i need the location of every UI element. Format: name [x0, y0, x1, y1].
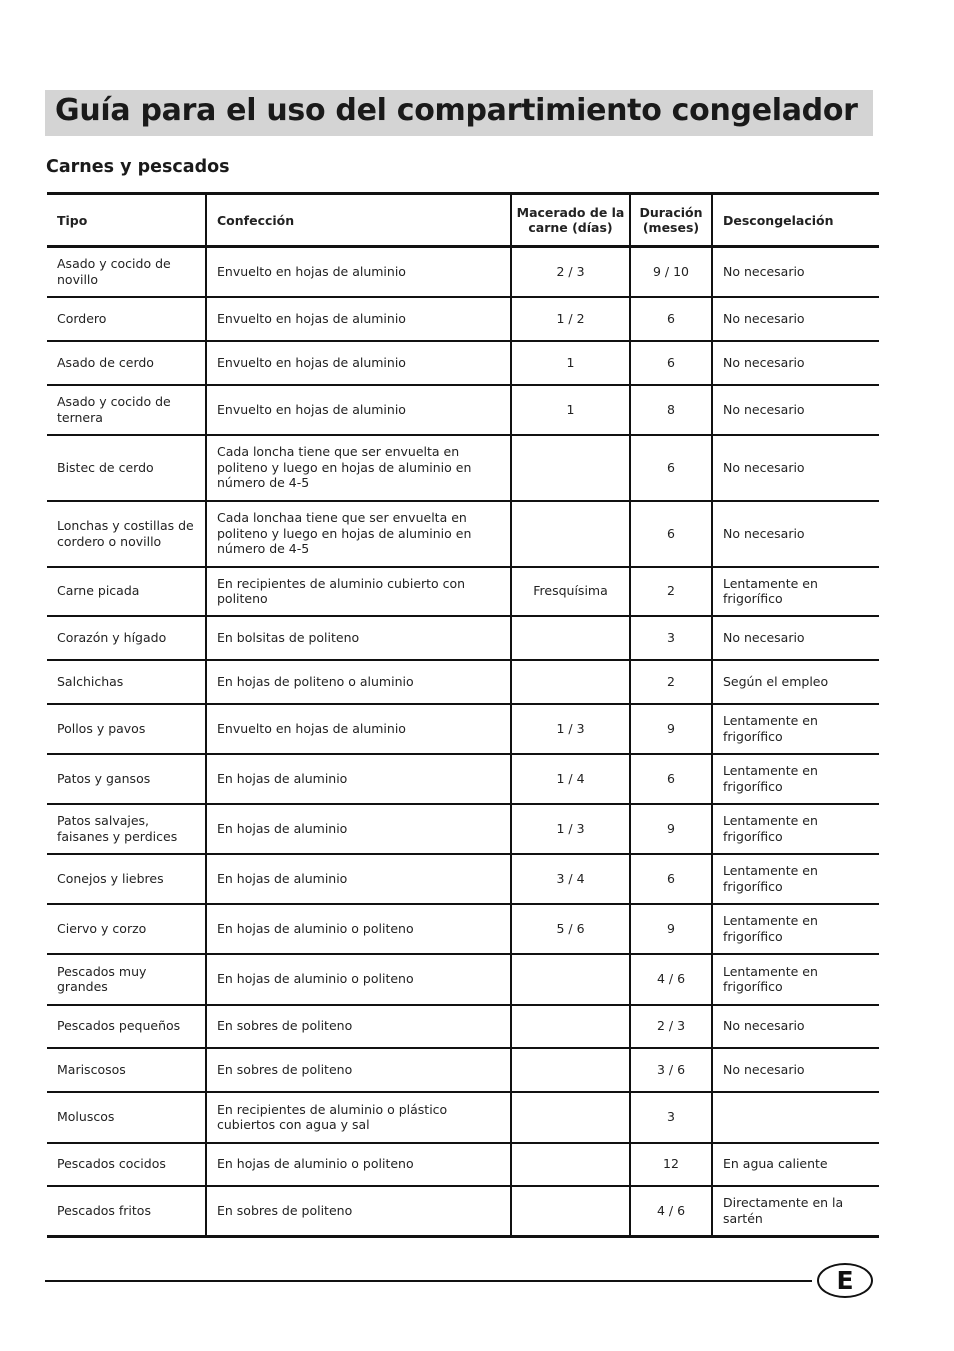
cell-macerado: 1	[511, 341, 630, 385]
cell-descongelacion: Lentamente en frigorífico	[712, 904, 879, 954]
cell-macerado	[511, 616, 630, 660]
cell-descongelacion: No necesario	[712, 247, 879, 297]
cell-duracion: 3	[630, 1092, 712, 1143]
table-row	[47, 501, 879, 567]
table-row	[47, 704, 879, 754]
cell-tipo: Patos y gansos	[47, 754, 206, 804]
cell-macerado	[511, 1186, 630, 1237]
cell-tipo: Asado de cerdo	[47, 341, 206, 385]
cell-macerado: 1 / 3	[511, 704, 630, 754]
cell-descongelacion: Lentamente en frigorífico	[712, 754, 879, 804]
cell-confeccion: En sobres de politeno	[206, 1048, 511, 1092]
freezer-guide-table	[47, 192, 879, 1238]
cell-tipo: Patos salvajes, faisanes y perdices	[47, 804, 206, 854]
table-row	[47, 804, 879, 854]
cell-confeccion: En hojas de aluminio o politeno	[206, 954, 511, 1005]
cell-tipo: Pescados pequeños	[47, 1005, 206, 1048]
cell-tipo: Pollos y pavos	[47, 704, 206, 754]
cell-duracion: 9 / 10	[630, 247, 712, 297]
cell-tipo: Moluscos	[47, 1092, 206, 1143]
table-row	[47, 567, 879, 616]
cell-duracion: 2 / 3	[630, 1005, 712, 1048]
cell-tipo: Pescados muy grandes	[47, 954, 206, 1005]
cell-macerado: 1 / 4	[511, 754, 630, 804]
cell-duracion: 3	[630, 616, 712, 660]
cell-macerado	[511, 1005, 630, 1048]
cell-duracion: 12	[630, 1143, 712, 1186]
cell-descongelacion: No necesario	[712, 341, 879, 385]
cell-descongelacion: Lentamente en frigorífico	[712, 704, 879, 754]
table-row	[47, 385, 879, 435]
cell-duracion: 2	[630, 660, 712, 704]
cell-duracion: 6	[630, 341, 712, 385]
cell-descongelacion: No necesario	[712, 1048, 879, 1092]
cell-descongelacion: Lentamente en frigorífico	[712, 567, 879, 616]
cell-macerado: 1	[511, 385, 630, 435]
cell-descongelacion: Directamente en la sartén	[712, 1186, 879, 1237]
cell-tipo: Pescados cocidos	[47, 1143, 206, 1186]
cell-descongelacion	[712, 1092, 879, 1143]
cell-duracion: 6	[630, 297, 712, 341]
cell-tipo: Carne picada	[47, 567, 206, 616]
cell-confeccion: En hojas de aluminio o politeno	[206, 1143, 511, 1186]
table-row	[47, 660, 879, 704]
cell-macerado	[511, 660, 630, 704]
cell-duracion: 3 / 6	[630, 1048, 712, 1092]
cell-duracion: 2	[630, 567, 712, 616]
table-row	[47, 1048, 879, 1092]
cell-tipo: Lonchas y costillas de cordero o novillo	[47, 501, 206, 567]
cell-tipo: Asado y cocido de ternera	[47, 385, 206, 435]
table-body	[47, 247, 879, 1237]
cell-duracion: 6	[630, 435, 712, 501]
table-row	[47, 904, 879, 954]
cell-confeccion: En sobres de politeno	[206, 1005, 511, 1048]
cell-duracion: 4 / 6	[630, 954, 712, 1005]
cell-duracion: 6	[630, 754, 712, 804]
cell-tipo: Ciervo y corzo	[47, 904, 206, 954]
cell-tipo: Corazón y hígado	[47, 616, 206, 660]
cell-confeccion: Envuelto en hojas de aluminio	[206, 385, 511, 435]
cell-duracion: 9	[630, 704, 712, 754]
section-heading: Carnes y pescados	[46, 157, 230, 177]
column-header-duracion: Duración (meses)	[630, 194, 712, 247]
cell-duracion: 8	[630, 385, 712, 435]
cell-confeccion: En hojas de aluminio	[206, 754, 511, 804]
page-title: Guía para el uso del compartimiento congelador	[55, 93, 858, 128]
title-bar	[45, 90, 873, 136]
cell-macerado: 1 / 3	[511, 804, 630, 854]
cell-confeccion: Envuelto en hojas de aluminio	[206, 341, 511, 385]
cell-confeccion: Cada lonchaa tiene que ser envuelta en politeno y luego en hojas de aluminio en número de 4-5	[206, 501, 511, 567]
cell-tipo: Conejos y liebres	[47, 854, 206, 904]
table-row	[47, 954, 879, 1005]
cell-tipo: Pescados fritos	[47, 1186, 206, 1237]
table-row	[47, 247, 879, 297]
column-header-macerado: Macerado de la carne (días)	[511, 194, 630, 247]
cell-duracion: 9	[630, 804, 712, 854]
cell-descongelacion: En agua caliente	[712, 1143, 879, 1186]
cell-confeccion: En sobres de politeno	[206, 1186, 511, 1237]
cell-descongelacion: Lentamente en frigorífico	[712, 854, 879, 904]
column-header-descongelacion: Descongelación	[712, 194, 879, 247]
table-row	[47, 297, 879, 341]
table-row	[47, 435, 879, 501]
cell-macerado	[511, 501, 630, 567]
cell-confeccion: Envuelto en hojas de aluminio	[206, 297, 511, 341]
cell-macerado	[511, 1143, 630, 1186]
table-row	[47, 1005, 879, 1048]
cell-tipo: Bistec de cerdo	[47, 435, 206, 501]
cell-confeccion: En hojas de aluminio	[206, 804, 511, 854]
cell-macerado: 1 / 2	[511, 297, 630, 341]
cell-confeccion: En hojas de politeno o aluminio	[206, 660, 511, 704]
cell-descongelacion: No necesario	[712, 297, 879, 341]
cell-descongelacion: No necesario	[712, 1005, 879, 1048]
cell-macerado: 2 / 3	[511, 247, 630, 297]
cell-confeccion: En hojas de aluminio	[206, 854, 511, 904]
language-badge: E	[817, 1263, 873, 1298]
cell-duracion: 6	[630, 854, 712, 904]
cell-descongelacion: No necesario	[712, 501, 879, 567]
cell-confeccion: Envuelto en hojas de aluminio	[206, 704, 511, 754]
table-row	[47, 754, 879, 804]
table-row	[47, 341, 879, 385]
cell-descongelacion: Lentamente en frigorífico	[712, 804, 879, 854]
cell-descongelacion: Según el empleo	[712, 660, 879, 704]
cell-duracion: 6	[630, 501, 712, 567]
cell-duracion: 9	[630, 904, 712, 954]
column-header-confeccion: Confección	[206, 194, 511, 247]
cell-descongelacion: Lentamente en frigorífico	[712, 954, 879, 1005]
cell-descongelacion: No necesario	[712, 435, 879, 501]
cell-macerado	[511, 1048, 630, 1092]
cell-duracion: 4 / 6	[630, 1186, 712, 1237]
table-header-row	[47, 194, 879, 247]
cell-descongelacion: No necesario	[712, 616, 879, 660]
table-row	[47, 616, 879, 660]
cell-confeccion: Cada loncha tiene que ser envuelta en politeno y luego en hojas de aluminio en número de 4-5	[206, 435, 511, 501]
cell-confeccion: En recipientes de aluminio o plástico cubiertos con agua y sal	[206, 1092, 511, 1143]
cell-macerado: 5 / 6	[511, 904, 630, 954]
cell-macerado: 3 / 4	[511, 854, 630, 904]
cell-macerado	[511, 435, 630, 501]
cell-tipo: Cordero	[47, 297, 206, 341]
cell-confeccion: En bolsitas de politeno	[206, 616, 511, 660]
table-row	[47, 1143, 879, 1186]
footer-rule	[45, 1280, 812, 1282]
cell-macerado	[511, 1092, 630, 1143]
table-row	[47, 1092, 879, 1143]
cell-descongelacion: No necesario	[712, 385, 879, 435]
cell-macerado	[511, 954, 630, 1005]
column-header-tipo: Tipo	[47, 194, 206, 247]
cell-confeccion: En hojas de aluminio o politeno	[206, 904, 511, 954]
cell-tipo: Salchichas	[47, 660, 206, 704]
table-row	[47, 854, 879, 904]
cell-confeccion: En recipientes de aluminio cubierto con politeno	[206, 567, 511, 616]
cell-macerado: Fresquísima	[511, 567, 630, 616]
table-row	[47, 1186, 879, 1237]
cell-confeccion: Envuelto en hojas de aluminio	[206, 247, 511, 297]
cell-tipo: Mariscosos	[47, 1048, 206, 1092]
cell-tipo: Asado y cocido de novillo	[47, 247, 206, 297]
